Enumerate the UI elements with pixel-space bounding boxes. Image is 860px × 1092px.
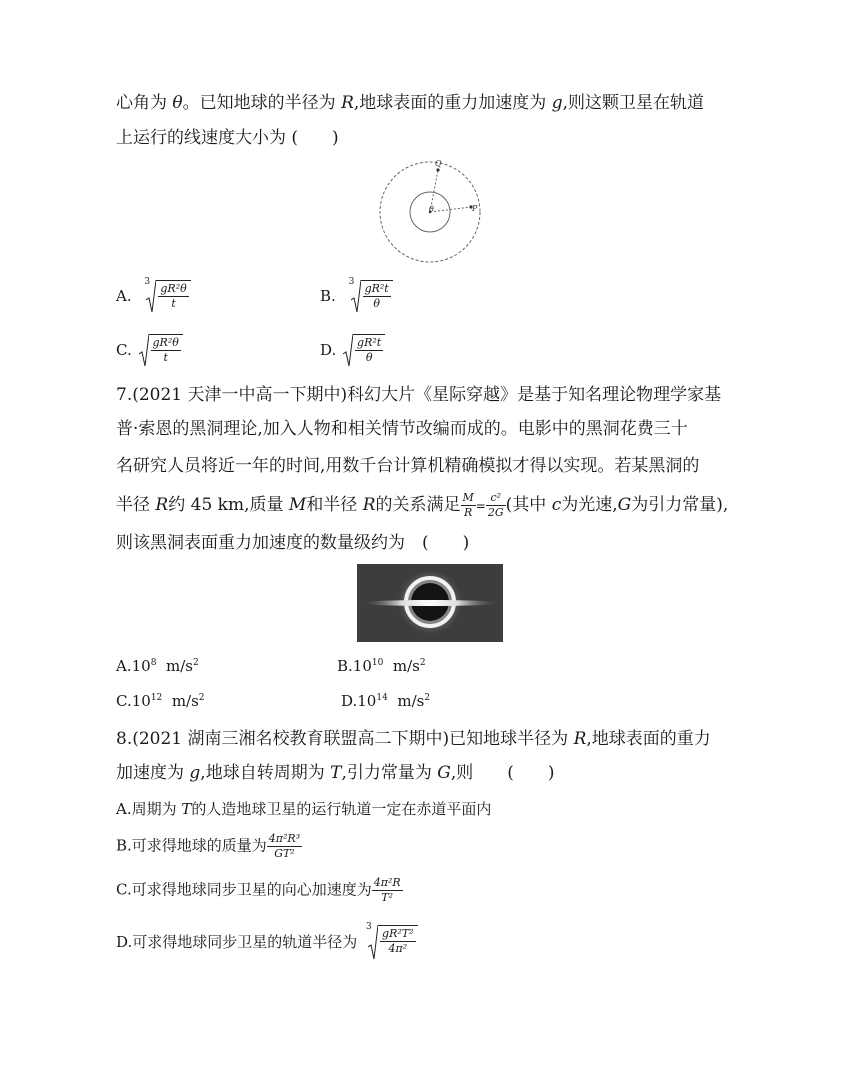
angle-theta-label: θ [429, 205, 434, 214]
light-speed-fraction [486, 491, 506, 520]
fraction-denominator: t [171, 296, 176, 310]
q7-text: 的关系满足 [375, 495, 461, 515]
q8-text: ,地球自转周期为 [200, 763, 331, 783]
fraction-denominator: R [464, 506, 473, 519]
exponent: 8 [150, 658, 157, 668]
q8-text: 加速度为 [116, 763, 190, 783]
exponent: 10 [371, 658, 384, 668]
option-text: C.可求得地球同步卫星的向心加速度为 [116, 880, 372, 899]
equals-sign: = [475, 499, 486, 513]
q6-option-a[interactable] [116, 277, 191, 314]
q6-option-d[interactable] [320, 334, 385, 368]
q7-line2: 普·索恩的黑洞理论,加入人物和相关情节改编而成的。电影中的黑洞花费三十 [116, 419, 688, 439]
point-q-label: Q [435, 159, 442, 168]
q7-line3: 名研究人员将近一年的时间,用数千台计算机精确模拟才得以实现。若某黑洞的 [116, 456, 700, 476]
unit-exponent: 2 [198, 693, 205, 703]
fraction-numerator: gR²θ [152, 336, 179, 349]
q7-text: 和半径 [306, 495, 363, 515]
fraction-numerator: c² [486, 491, 506, 506]
q7-option-a[interactable] [116, 657, 199, 675]
q7-text: 半径 [116, 495, 156, 515]
cube-root [144, 277, 190, 314]
q8-text: ,则 ( ) [450, 763, 555, 783]
option-text: D.可求得地球同步卫星的轨道半径为 [116, 933, 358, 951]
q7-option-d[interactable] [341, 692, 430, 710]
unit-exponent: 2 [192, 658, 199, 668]
radius-symbol: R [341, 93, 354, 113]
option-label: D.10 [341, 692, 377, 710]
unit: m/s [397, 692, 425, 710]
mass-radius-fraction [461, 491, 476, 520]
unit: m/s [171, 692, 199, 710]
orbit-diagram [378, 154, 488, 268]
earth-mass-fraction [267, 832, 302, 861]
period-symbol: T [330, 763, 342, 783]
light-speed-symbol: c [551, 495, 562, 515]
q6-text: ,地球表面的重力加速度为 [353, 93, 552, 113]
q7-option-b[interactable] [337, 657, 426, 675]
option-text: 的人造地球卫星的运行轨道一定在赤道平面内 [191, 800, 492, 818]
option-label: A. [116, 287, 132, 305]
root-index: 3 [348, 277, 355, 287]
q8-text: ,引力常量为 [341, 763, 438, 783]
q8-text: 8.(2021 湖南三湘名校教育联盟高二下期中)已知地球半径为 [116, 729, 574, 749]
q8-line1 [116, 728, 711, 750]
q7-text: 为光速, [561, 495, 618, 515]
fraction-numerator: 4π²R [373, 876, 401, 889]
point-p-label: P [472, 204, 478, 213]
q6-text: 心角为 [116, 93, 173, 113]
mass-symbol: M [288, 495, 307, 515]
fraction-denominator: GT² [274, 846, 295, 860]
gravity-symbol: g [189, 763, 201, 783]
radius-symbol: R [155, 495, 169, 515]
cube-root [348, 277, 393, 314]
cube-root [366, 922, 417, 961]
q6-text: 。已知地球的半径为 [182, 93, 342, 113]
square-root [139, 334, 183, 368]
q7-text: 约 45 km,质量 [168, 495, 289, 515]
square-root [343, 334, 385, 368]
q6-line2: 上运行的线速度大小为 ( ) [116, 128, 339, 148]
fraction-denominator: 4π² [388, 941, 408, 955]
fraction-denominator: t [163, 350, 168, 364]
unit-exponent: 2 [424, 693, 431, 703]
option-label: D. [320, 341, 337, 359]
q8-line2 [116, 762, 555, 784]
fraction-denominator: 2G [487, 506, 504, 519]
q8-option-c[interactable] [116, 876, 403, 905]
theta-symbol: θ [172, 93, 183, 113]
q7-text: 为引力常量), [631, 495, 729, 515]
gravitational-constant-symbol: G [617, 495, 632, 515]
fraction-numerator: gR²t [364, 282, 389, 295]
gravity-symbol: g [551, 93, 563, 113]
q8-option-d[interactable] [116, 922, 418, 961]
unit: m/s [165, 657, 193, 675]
gravitational-constant-symbol: G [437, 763, 451, 783]
option-label: B.10 [337, 657, 372, 675]
fraction-denominator: θ [365, 350, 373, 364]
option-text: B.可求得地球的质量为 [116, 836, 267, 855]
black-hole-image [357, 564, 503, 642]
option-label: B. [320, 287, 336, 305]
unit-exponent: 2 [419, 658, 426, 668]
radius-symbol: R [362, 495, 376, 515]
unit: m/s [392, 657, 420, 675]
fraction-numerator: gR²θ [160, 282, 187, 295]
q6-option-b[interactable] [320, 277, 393, 314]
fraction-numerator: gR²T² [382, 927, 414, 940]
root-index: 3 [144, 277, 151, 287]
radius-symbol: R [573, 729, 587, 749]
option-label: A.10 [116, 657, 151, 675]
q7-line5: 则该黑洞表面重力加速度的数量级约为 ( ) [116, 533, 470, 553]
q7-text: (其中 [505, 495, 552, 515]
option-text: A.周期为 [116, 800, 182, 818]
q8-option-a[interactable] [116, 798, 491, 819]
centripetal-acceleration-fraction [372, 876, 403, 905]
fraction-numerator: gR²t [357, 336, 382, 349]
q7-option-c[interactable] [116, 692, 205, 710]
q6-text: ,则这颗卫星在轨道 [562, 93, 704, 113]
option-label: C.10 [116, 692, 151, 710]
option-label: C. [116, 341, 132, 359]
q7-line1: 7.(2021 天津一中高一下期中)科幻大片《星际穿越》是基于知名理论物理学家基 [116, 385, 722, 405]
fraction-numerator: M [462, 491, 474, 505]
root-index: 3 [366, 922, 372, 932]
exponent: 14 [376, 693, 388, 703]
fraction-numerator: 4π²R³ [268, 832, 301, 845]
period-symbol: T [181, 800, 192, 818]
q8-text: ,地球表面的重力 [586, 729, 711, 749]
fraction-denominator: T² [381, 890, 394, 904]
exponent: 12 [150, 693, 163, 703]
orbit-diagram-svg [378, 154, 488, 264]
q6-line1 [116, 92, 704, 114]
q8-option-b[interactable] [116, 832, 302, 861]
q7-line4 [116, 488, 728, 523]
fraction-denominator: θ [373, 296, 380, 310]
q6-option-c[interactable] [116, 334, 183, 368]
